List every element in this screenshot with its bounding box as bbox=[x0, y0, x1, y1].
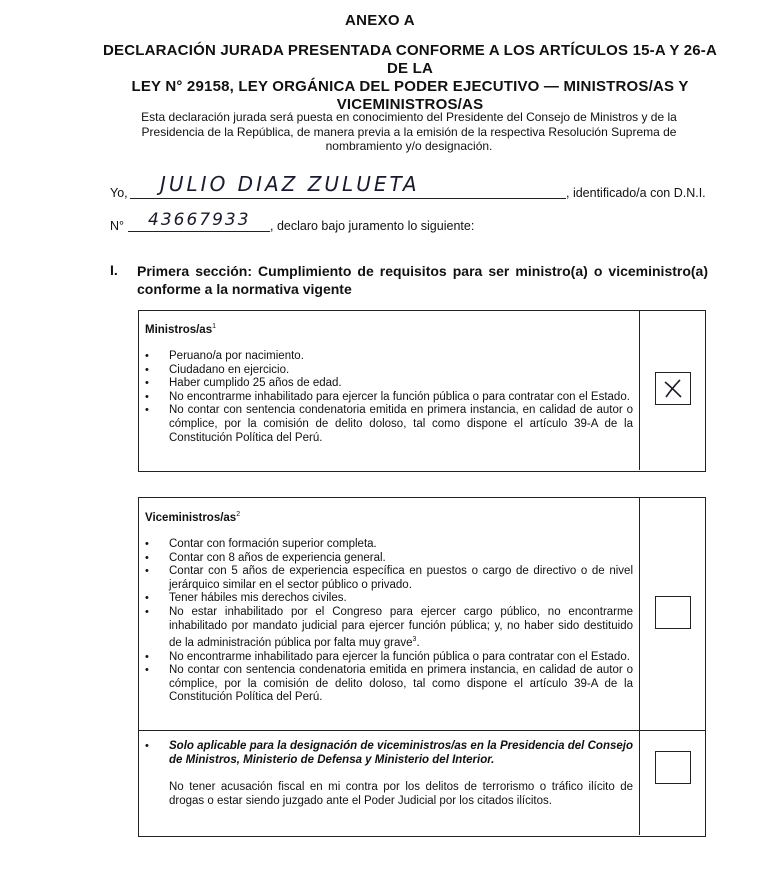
intro-line: Esta declaración jurada será puesta en conocimiento del Presidente del Consejo de Ministros y de la bbox=[141, 110, 677, 124]
footnote-ref: 3 bbox=[412, 636, 417, 644]
bullet-icon: • bbox=[145, 740, 149, 752]
dni-underline bbox=[128, 231, 270, 232]
list-item: • Contar con 8 años de experiencia general. bbox=[145, 552, 633, 566]
list-item: • Ciudadano en ejercicio. bbox=[145, 364, 633, 378]
identified-label: , identificado/a con D.N.I. bbox=[566, 186, 706, 200]
name-underline bbox=[130, 198, 566, 199]
list-item: • Contar con 5 años de experiencia específica en puestos o cargo de directivo o de nivel jerárquico similar en el sector público o privado. bbox=[145, 565, 633, 592]
intro-line: nombramiento y/o designación. bbox=[325, 139, 493, 153]
annex-title: ANEXO A bbox=[345, 12, 415, 29]
footnote-ref: 1 bbox=[212, 323, 217, 330]
viceministros-checkbox[interactable] bbox=[655, 596, 691, 629]
document-heading bbox=[100, 42, 720, 114]
check-mark-icon bbox=[656, 373, 690, 404]
heading-line: DECLARACIÓN JURADA PRESENTADA CONFORME A LOS ARTÍCULOS 15-A Y 26-A DE LA bbox=[102, 42, 718, 77]
ministros-divider bbox=[639, 310, 640, 470]
declare-label: , declaro bajo juramento lo siguiente: bbox=[270, 219, 475, 233]
section-title: Primera sección: Cumplimiento de requisitos para ser ministro(a) o viceministro(a) conforme a la normativa vigente bbox=[137, 263, 708, 297]
intro-line: Presidencia de la República, de manera previa a la emisión de la respectiva Resolución Suprema de bbox=[141, 124, 677, 139]
yo-label: Yo, bbox=[110, 186, 128, 200]
list-item: • No estar inhabilitado por el Congreso para ejercer cargo público, no encontrarme inhabilitado por mandato judicial para ejercer función pública; y, no haber sido destituido de la administración pública por falta muy grave$^3$. bbox=[145, 606, 633, 651]
declarant-name[interactable]: JULIO DIAZ ZULUETA bbox=[160, 172, 420, 196]
intro-paragraph bbox=[110, 110, 708, 154]
ministros-requirements bbox=[145, 350, 633, 445]
list-item: • No contar con sentencia condenatoria emitida en primera instancia, en calidad de autor o cómplice, por la comisión de delito doloso, tal como dispone el artículo 39-A de la Constitución Política del Perú. bbox=[145, 404, 633, 445]
viceministros-requirements bbox=[145, 538, 633, 705]
special-condition-title: Solo aplicable para la designación de viceministros/as en la Presidencia del Consejo de Ministros, Ministerio de Defensa y Ministerio del Interior. bbox=[169, 740, 633, 766]
viceministros-divider bbox=[639, 497, 640, 835]
dni-number-label: N° bbox=[110, 219, 125, 233]
section-number: I. bbox=[110, 262, 118, 278]
viceministros-title: Viceministros/$as^2$ bbox=[145, 511, 241, 524]
heading-line: LEY N° 29158, LEY ORGÁNICA DEL PODER EJECUTIVO — MINISTROS/AS Y bbox=[131, 78, 689, 95]
special-condition-text: No tener acusación fiscal en mi contra por los delitos de terrorismo o tráfico ilícito de drogas o estar siendo juzgado ante el Poder Judicial por los citados ilícitos. bbox=[169, 781, 633, 807]
viceministros-row-divider bbox=[138, 730, 705, 731]
heading-line: VICEMINISTROS/AS bbox=[336, 96, 484, 113]
list-item: • Tener hábiles mis derechos civiles. bbox=[145, 592, 633, 606]
ministros-title: Ministros/$as^1$ bbox=[145, 323, 217, 336]
ministros-checkbox[interactable] bbox=[655, 372, 691, 405]
list-item: • No encontrarme inhabilitado para ejercer la función pública o para contratar con el Estado. bbox=[145, 391, 633, 405]
list-item: • Haber cumplido 25 años de edad. bbox=[145, 377, 633, 391]
footnote-ref: 2 bbox=[236, 511, 241, 518]
special-checkbox[interactable] bbox=[655, 751, 691, 784]
list-item: • Contar con formación superior completa. bbox=[145, 538, 633, 552]
dni-value[interactable]: 43667933 bbox=[148, 210, 251, 230]
list-item: • No encontrarme inhabilitado para ejercer la función pública o para contratar con el Estado. bbox=[145, 651, 633, 665]
list-item: • Peruano/a por nacimiento. bbox=[145, 350, 633, 364]
list-item: • No contar con sentencia condenatoria emitida en primera instancia, en calidad de autor o cómplice, por la comisión de delito doloso, tal como dispone el artículo 39-A de la Constitución Política del Perú. bbox=[145, 664, 633, 705]
